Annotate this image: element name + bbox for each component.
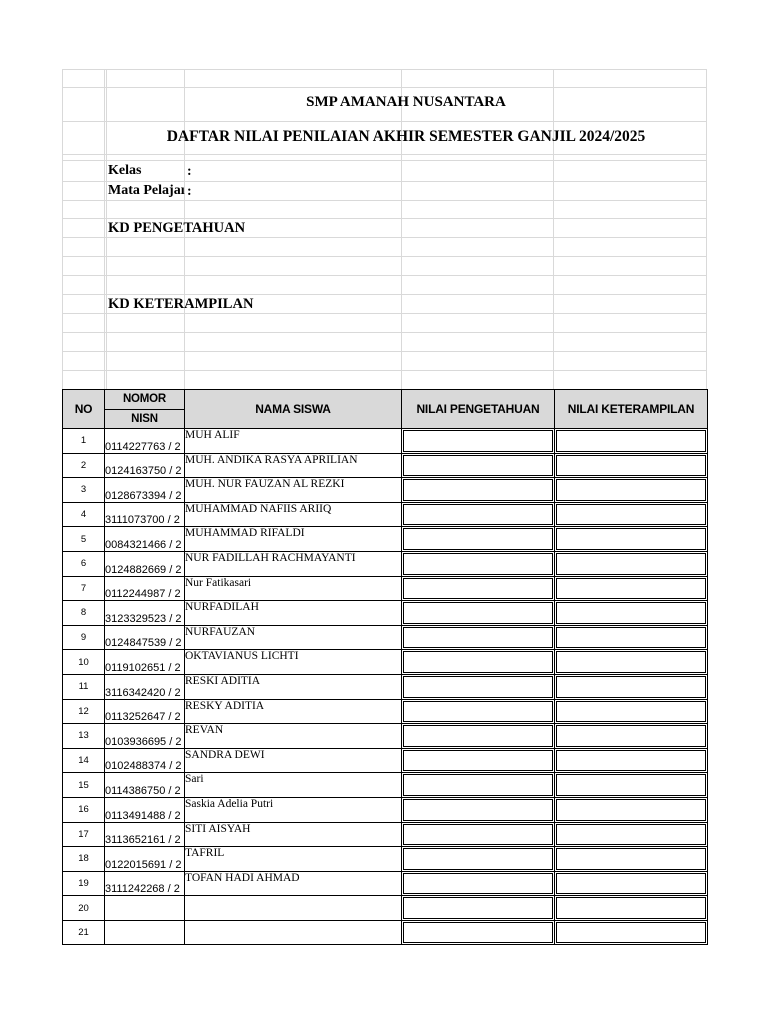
table-row: [63, 527, 708, 552]
student-name-cell: SITI AISYAH: [185, 822, 402, 847]
table-row: [63, 601, 708, 626]
nilai-pengetahuan-cell[interactable]: [402, 576, 555, 601]
table-row: [63, 847, 708, 872]
student-name-cell: REVAN: [185, 724, 402, 749]
table-row: [63, 453, 708, 478]
nilai-keterampilan-cell[interactable]: [555, 478, 708, 503]
nilai-pengetahuan-cell[interactable]: [402, 896, 555, 921]
student-name-cell: TAFRIL: [185, 847, 402, 872]
nilai-pengetahuan-cell[interactable]: [402, 871, 555, 896]
grade-rows: [63, 429, 708, 945]
student-name-cell: MUH. NUR FAUZAN AL REZKI: [185, 478, 402, 503]
nilai-pengetahuan-cell[interactable]: [402, 920, 555, 945]
grades-table: [62, 389, 708, 945]
nisn-cell: 0119102651 / 2: [105, 650, 185, 675]
table-row: [63, 920, 708, 945]
nilai-pengetahuan-cell[interactable]: [402, 502, 555, 527]
table-row: [63, 478, 708, 503]
spreadsheet-header-area: [62, 69, 707, 389]
table-row: [63, 773, 708, 798]
student-name-cell: NURFADILAH: [185, 601, 402, 626]
row-number: 13: [63, 724, 105, 749]
nilai-pengetahuan-cell[interactable]: [402, 429, 555, 454]
nilai-keterampilan-cell[interactable]: [555, 896, 708, 921]
nisn-cell: 0112244987 / 2: [105, 576, 185, 601]
nilai-pengetahuan-cell[interactable]: [402, 674, 555, 699]
row-number: 19: [63, 871, 105, 896]
nilai-pengetahuan-cell[interactable]: [402, 551, 555, 576]
nilai-keterampilan-cell[interactable]: [555, 847, 708, 872]
nisn-cell: 0102488374 / 2: [105, 748, 185, 773]
row-number: 5: [63, 527, 105, 552]
header-no: NO: [63, 390, 105, 429]
school-name: SMP AMANAH NUSANTARA: [306, 94, 506, 110]
row-number: 20: [63, 896, 105, 921]
student-name-cell: OKTAVIANUS LICHTI: [185, 650, 402, 675]
nilai-keterampilan-cell[interactable]: [555, 601, 708, 626]
header-nomor: NOMOR: [122, 393, 167, 406]
row-number: 11: [63, 674, 105, 699]
table-row: [63, 674, 708, 699]
nisn-cell: 0114386750 / 2: [105, 773, 185, 798]
nilai-keterampilan-cell[interactable]: [555, 822, 708, 847]
row-number: 18: [63, 847, 105, 872]
nisn-cell: [105, 920, 185, 945]
row-number: 12: [63, 699, 105, 724]
nisn-cell: 3116342420 / 2: [105, 674, 185, 699]
nisn-cell: 3111073700 / 2: [105, 502, 185, 527]
row-number: 2: [63, 453, 105, 478]
student-name-cell: NURFAUZAN: [185, 625, 402, 650]
student-name-cell: [185, 920, 402, 945]
nilai-keterampilan-cell[interactable]: [555, 551, 708, 576]
header-nomor-nisn: [105, 390, 185, 429]
nilai-pengetahuan-cell[interactable]: [402, 797, 555, 822]
student-name-cell: Nur Fatikasari: [185, 576, 402, 601]
nilai-keterampilan-cell[interactable]: [555, 724, 708, 749]
kelas-colon: :: [187, 164, 192, 179]
nilai-keterampilan-cell[interactable]: [555, 576, 708, 601]
student-name-cell: Sari: [185, 773, 402, 798]
nilai-keterampilan-cell[interactable]: [555, 429, 708, 454]
nilai-keterampilan-cell[interactable]: [555, 625, 708, 650]
header-nama-siswa: NAMA SISWA: [185, 390, 402, 429]
nisn-cell: 0124163750 / 2: [105, 453, 185, 478]
row-number: 1: [63, 429, 105, 454]
nilai-pengetahuan-cell[interactable]: [402, 453, 555, 478]
nilai-pengetahuan-cell[interactable]: [402, 748, 555, 773]
nilai-keterampilan-cell[interactable]: [555, 650, 708, 675]
row-number: 6: [63, 551, 105, 576]
student-name-cell: MUH. ANDIKA RASYA APRILIAN: [185, 453, 402, 478]
table-row: [63, 724, 708, 749]
row-number: 15: [63, 773, 105, 798]
nisn-cell: 0103936695 / 2: [105, 724, 185, 749]
table-row: [63, 429, 708, 454]
nisn-cell: 0113252647 / 2: [105, 699, 185, 724]
table-row: [63, 551, 708, 576]
nilai-keterampilan-cell[interactable]: [555, 920, 708, 945]
student-name-cell: Saskia Adelia Putri: [185, 797, 402, 822]
row-number: 14: [63, 748, 105, 773]
nisn-cell: 0113491488 / 2: [105, 797, 185, 822]
nilai-keterampilan-cell[interactable]: [555, 748, 708, 773]
nisn-cell: 3113652161 / 2: [105, 822, 185, 847]
nilai-pengetahuan-cell[interactable]: [402, 601, 555, 626]
nisn-cell: 0124882669 / 2: [105, 551, 185, 576]
table-row: [63, 822, 708, 847]
student-name-cell: MUHAMMAD RIFALDI: [185, 527, 402, 552]
nilai-pengetahuan-cell[interactable]: [402, 847, 555, 872]
row-number: 10: [63, 650, 105, 675]
row-number: 4: [63, 502, 105, 527]
table-row: [63, 748, 708, 773]
table-row: [63, 650, 708, 675]
nilai-pengetahuan-cell[interactable]: [402, 478, 555, 503]
nilai-pengetahuan-cell[interactable]: [402, 822, 555, 847]
nilai-pengetahuan-cell[interactable]: [402, 773, 555, 798]
table-row: [63, 502, 708, 527]
student-name-cell: [185, 896, 402, 921]
student-name-cell: SANDRA DEWI: [185, 748, 402, 773]
document-title: DAFTAR NILAI PENILAIAN AKHIR SEMESTER GANJIL 2024/2025: [166, 128, 646, 145]
nilai-keterampilan-cell[interactable]: [555, 527, 708, 552]
row-number: 9: [63, 625, 105, 650]
nisn-cell: 0122015691 / 2: [105, 847, 185, 872]
table-row: [63, 576, 708, 601]
student-name-cell: RESKY ADITIA: [185, 699, 402, 724]
student-name-cell: MUHAMMAD NAFIIS ARIIQ: [185, 502, 402, 527]
nilai-keterampilan-cell[interactable]: [555, 674, 708, 699]
kd-pengetahuan-label: KD PENGETAHUAN: [108, 220, 246, 236]
row-number: 16: [63, 797, 105, 822]
nilai-keterampilan-cell[interactable]: [555, 871, 708, 896]
row-number: 8: [63, 601, 105, 626]
nisn-cell: [105, 896, 185, 921]
header-nisn: NISN: [105, 409, 184, 429]
table-row: [63, 797, 708, 822]
student-name-cell: RESKI ADITIA: [185, 674, 402, 699]
nisn-cell: 0124847539 / 2: [105, 625, 185, 650]
nisn-cell: 0128673394 / 2: [105, 478, 185, 503]
nisn-cell: 0084321466 / 2: [105, 527, 185, 552]
row-number: 3: [63, 478, 105, 503]
mapel-colon: :: [187, 184, 192, 199]
header-nilai-pengetahuan: NILAI PENGETAHUAN: [402, 390, 555, 429]
row-number: 17: [63, 822, 105, 847]
student-name-cell: NUR FADILLAH RACHMAYANTI: [185, 551, 402, 576]
header-nilai-keterampilan: NILAI KETERAMPILAN: [555, 390, 708, 429]
header-grid: [62, 69, 707, 389]
nilai-pengetahuan-cell[interactable]: [402, 650, 555, 675]
table-row: [63, 699, 708, 724]
table-row: [63, 896, 708, 921]
table-row: [63, 871, 708, 896]
nisn-cell: 0114227763 / 2: [105, 429, 185, 454]
nilai-keterampilan-cell[interactable]: [555, 699, 708, 724]
nilai-pengetahuan-cell[interactable]: [402, 625, 555, 650]
row-number: 21: [63, 920, 105, 945]
nilai-keterampilan-cell[interactable]: [555, 453, 708, 478]
nilai-keterampilan-cell[interactable]: [555, 797, 708, 822]
nisn-cell: 3123329523 / 2: [105, 601, 185, 626]
kd-keterampilan-label: KD KETERAMPILAN: [108, 296, 254, 312]
row-number: 7: [63, 576, 105, 601]
mapel-label: Mata Pelajaı: [108, 183, 185, 198]
nilai-pengetahuan-cell[interactable]: [402, 724, 555, 749]
student-name-cell: MUH ALIF: [185, 429, 402, 454]
table-row: [63, 625, 708, 650]
nilai-keterampilan-cell[interactable]: [555, 773, 708, 798]
nilai-pengetahuan-cell[interactable]: [402, 527, 555, 552]
kelas-label: Kelas: [108, 163, 142, 178]
nisn-cell: 3111242268 / 2: [105, 871, 185, 896]
student-name-cell: TOFAN HADI AHMAD: [185, 871, 402, 896]
nilai-keterampilan-cell[interactable]: [555, 502, 708, 527]
nilai-pengetahuan-cell[interactable]: [402, 699, 555, 724]
